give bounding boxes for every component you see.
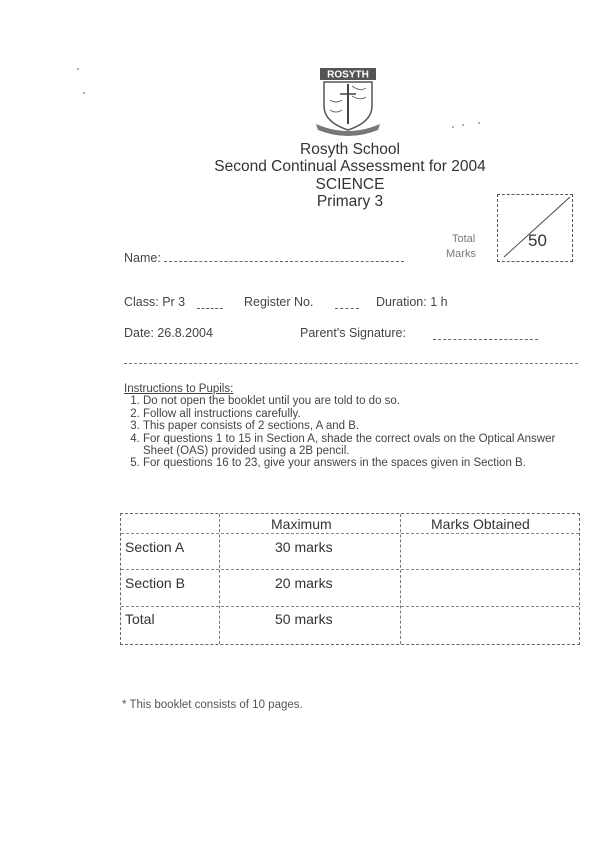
page-count-note: * This booklet consists of 10 pages. — [122, 699, 303, 711]
row-label-total: Total — [125, 611, 155, 627]
instruction-item: 4. For questions 1 to 15 in Section A, shade the correct ovals on the Optical Answer Sheet (OAS) provided using a 2B pencil. — [143, 433, 574, 458]
parent-signature-label: Parent's Signature: — [300, 326, 406, 340]
instructions — [124, 383, 574, 470]
row-max-total: 50 marks — [275, 611, 333, 627]
name-field[interactable] — [164, 251, 404, 262]
total-label: Total — [452, 233, 476, 245]
row-label-section-b: Section B — [125, 575, 185, 591]
school-crest-logo — [312, 66, 384, 136]
table-header-maximum: Maximum — [271, 516, 332, 532]
school-name: Rosyth School — [300, 141, 400, 158]
row-max-section-a: 30 marks — [275, 539, 333, 555]
marks-table — [120, 513, 580, 645]
subject-title: SCIENCE — [315, 176, 385, 193]
name-label: Name: — [124, 251, 161, 265]
register-field[interactable] — [335, 298, 359, 309]
marks-obtained-total[interactable] — [421, 611, 571, 635]
scan-speck — [77, 68, 79, 70]
assessment-title: Second Continual Assessment for 2004 — [214, 158, 486, 175]
row-label-section-a: Section A — [125, 539, 185, 555]
instruction-item: 1. Do not open the booklet until you are told to do so. — [143, 395, 574, 407]
instructions-heading: Instructions to Pupils: — [124, 383, 234, 395]
total-marks-box — [497, 194, 573, 262]
row-max-section-b: 20 marks — [275, 575, 333, 591]
duration-label: Duration: 1 h — [376, 295, 448, 309]
instruction-item: 5. For questions 16 to 23, give your answers in the spaces given in Section B. — [143, 457, 574, 469]
table-divider — [121, 606, 579, 607]
parent-signature-field[interactable] — [433, 329, 538, 340]
table-divider — [121, 569, 579, 570]
scan-speck — [452, 126, 454, 128]
marks-obtained-section-a[interactable] — [421, 539, 571, 563]
table-divider — [121, 533, 579, 534]
divider — [124, 363, 578, 364]
marks-label: Marks — [446, 248, 476, 260]
crest-banner-text: ROSYTH — [327, 69, 369, 81]
date-label: Date: 26.8.2004 — [124, 326, 213, 340]
class-label: Class: Pr 3 — [124, 295, 186, 309]
scan-speck — [83, 92, 85, 94]
level-title: Primary 3 — [316, 193, 384, 210]
scan-speck — [478, 122, 480, 124]
marks-obtained-section-b[interactable] — [421, 575, 571, 599]
class-field[interactable] — [197, 298, 223, 309]
register-label: Register No. — [244, 295, 314, 309]
scan-speck — [462, 124, 464, 126]
total-marks-value: 50 — [528, 231, 547, 250]
instruction-item: 3. This paper consists of 2 sections, A and B. — [143, 420, 574, 432]
instruction-item: 2. Follow all instructions carefully. — [143, 408, 574, 420]
table-header-obtained: Marks Obtained — [431, 516, 530, 532]
